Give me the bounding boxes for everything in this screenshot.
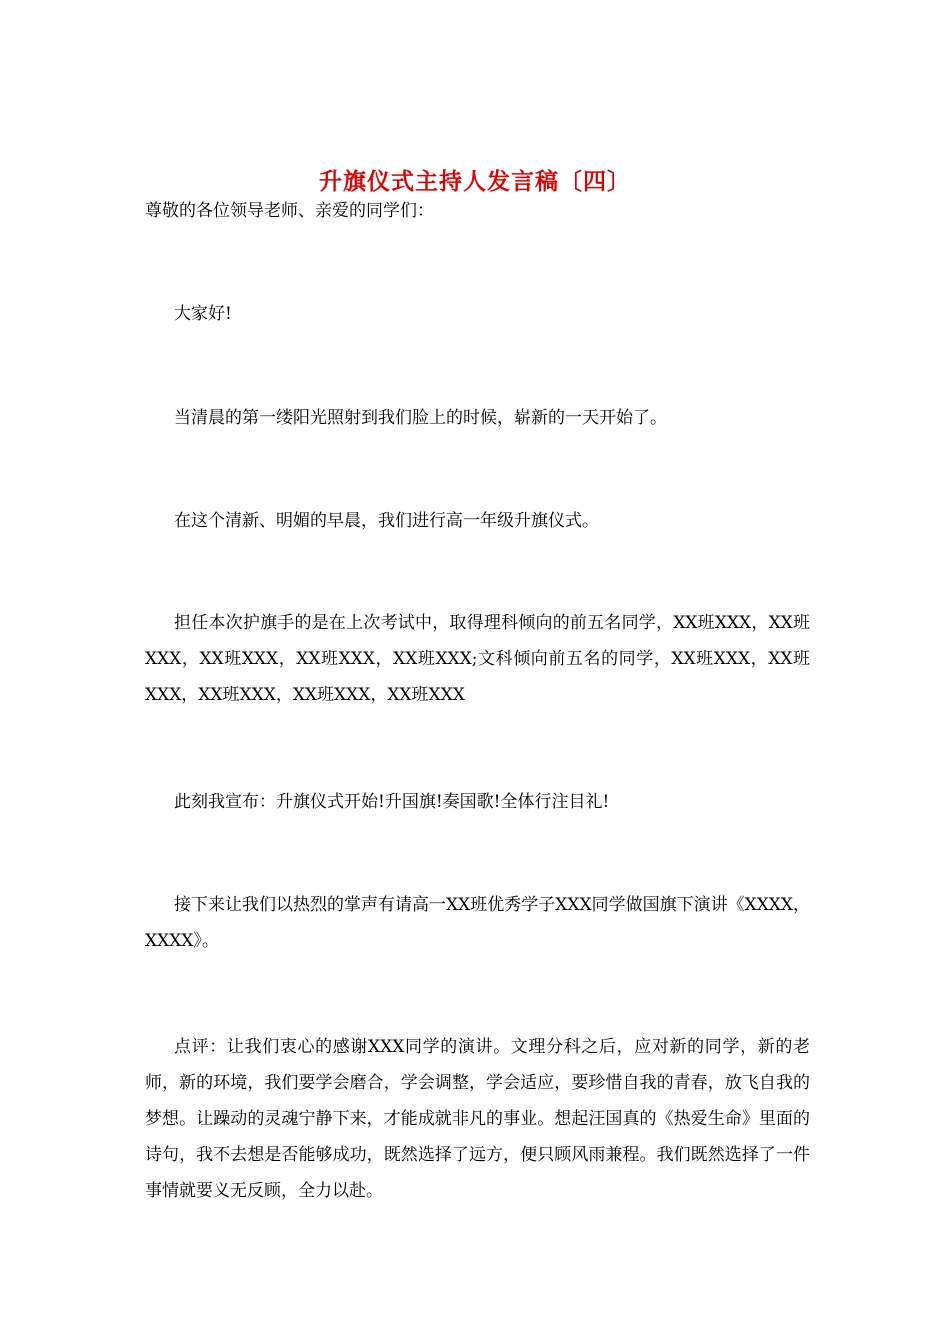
paragraph-hello: 大家好!: [174, 304, 232, 324]
paragraph-comment: 点评：让我们衷心的感谢XXX同学的演讲。文理分科之后，应对新的同学，新的老师，新的环境，我们要学会磨合，学会调整，学会适应，要珍惜自我的青春，放飞自我的梦想。让躁动的灵魂宁静下来，才能成就非凡的事业。想起汪国真的《热爱生命》里面的诗句，我不去想是否能够成功，既然选择了远方，便只顾风雨兼程。我们既然选择了一件事情就要义无反顾，全力以赴。: [145, 1037, 810, 1201]
paragraph-announcement: 此刻我宣布：升旗仪式开始!升国旗!奏国歌!全体行注目礼!: [174, 792, 610, 812]
paragraph-ceremony: 在这个清新、明媚的早晨，我们进行高一年级升旗仪式。: [174, 511, 599, 531]
paragraph-speech-intro: 接下来让我们以热烈的掌声有请高一XX班优秀学子XXX同学做国旗下演讲《XXXX，XXXX》。: [145, 895, 810, 951]
document-title: 升旗仪式主持人发言稿〔四〕: [319, 169, 631, 196]
paragraph-flag-guards: 担任本次护旗手的是在上次考试中，取得理科倾向的前五名同学，XX班XXX，XX班XXX，XX班XXX，XX班XXX，XX班XXX;文科倾向前五名的同学，XX班XXX，XX班XXX，XX班XXX，XX班XXX，XX班XXX: [145, 613, 810, 705]
paragraph-morning: 当清晨的第一缕阳光照射到我们脸上的时候，崭新的一天开始了。: [174, 408, 667, 428]
paragraph-greeting: 尊敬的各位领导老师、亲爱的同学们：: [145, 201, 434, 221]
